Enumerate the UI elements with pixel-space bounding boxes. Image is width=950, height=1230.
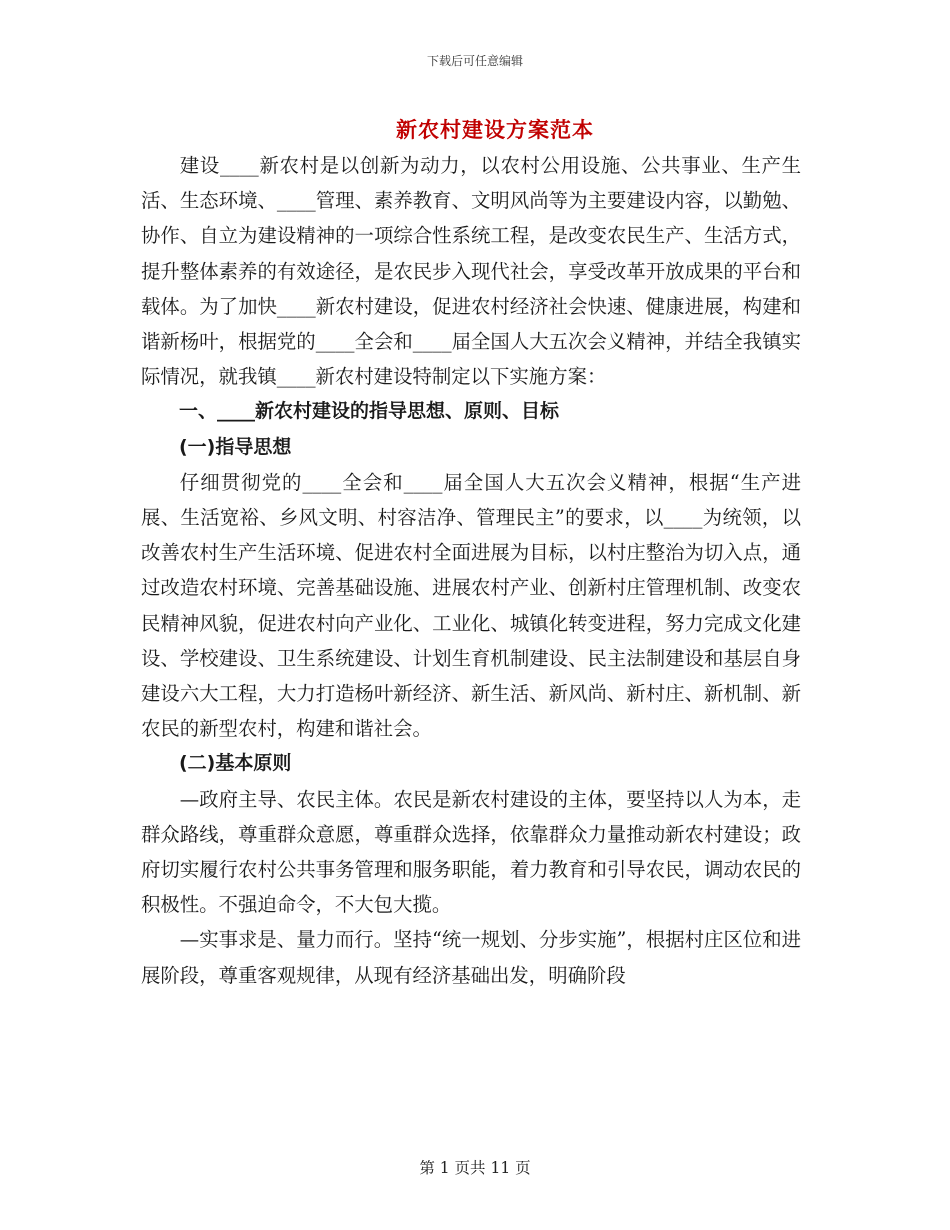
- principle-paragraph-2: —实事求是、量力而行。坚持“统一规划、分步实施”，根据村庄区位和进展阶段，尊重客观规律，从现有经济基础出发，明确阶段: [141, 928, 801, 987]
- subsection-heading-basic-principles: (二)基本原则: [179, 752, 292, 775]
- document-title: 新农村建设方案范本: [396, 117, 594, 142]
- download-note: 下载后可任意编辑: [426, 54, 523, 68]
- subsection-heading-guiding-ideology: (一)指导思想: [179, 435, 292, 458]
- intro-paragraph: 建设____新农村是以创新为动力，以农村公用设施、公共事业、生产生活、生态环境、____管理、素养教育、文明风尚等为主要建设内容，以勤勉、协作、自立为建设精神的一项综合性系统工程，是改变农民生产、生活方式，提升整体素养的有效途径，是农民步入现代社会，享受改革开放成果的平台和载体。为了加快____新农村建设，促进农村经济社会快速、健康进展，构建和谐新杨叶，根据党的____全会和____届全国人大五次会义精神，并结全我镇实际情况，就我镇____新农村建设特制定以下实施方案：: [141, 154, 801, 389]
- section-heading-1: 一、____新农村建设的指导思想、原则、目标: [179, 400, 560, 423]
- page-indicator: 第 1 页共 11 页: [419, 1159, 531, 1177]
- document-body: [141, 148, 801, 993]
- principle-paragraph-1: —政府主导、农民主体。农民是新农村建设的主体，要坚持以人为本，走群众路线，尊重群众意愿，尊重群众选择，依靠群众力量推动新农村建设；政府切实履行农村公共事务管理和服务职能，着力教育和引导农民，调动农民的积极性。不强迫命令，不大包大揽。: [141, 787, 801, 917]
- guiding-ideology-paragraph: 仔细贯彻党的____全会和____届全国人大五次会义精神，根据“生产进展、生活宽裕、乡风文明、村容洁净、管理民主”的要求，以____为统领，以改善农村生产生活环境、促进农村全面进展为目标，以村庄整治为切入点，通过改造农村环境、完善基础设施、进展农村产业、创新村庄管理机制、改变农民精神风貌，促进农村向产业化、工业化、城镇化转变进程，努力完成文化建设、学校建设、卫生系统建设、计划生育机制建设、民主法制建设和基层自身建设六大工程，大力打造杨叶新经济、新生活、新风尚、新村庄、新机制、新农民的新型农村，构建和谐社会。: [141, 470, 801, 741]
